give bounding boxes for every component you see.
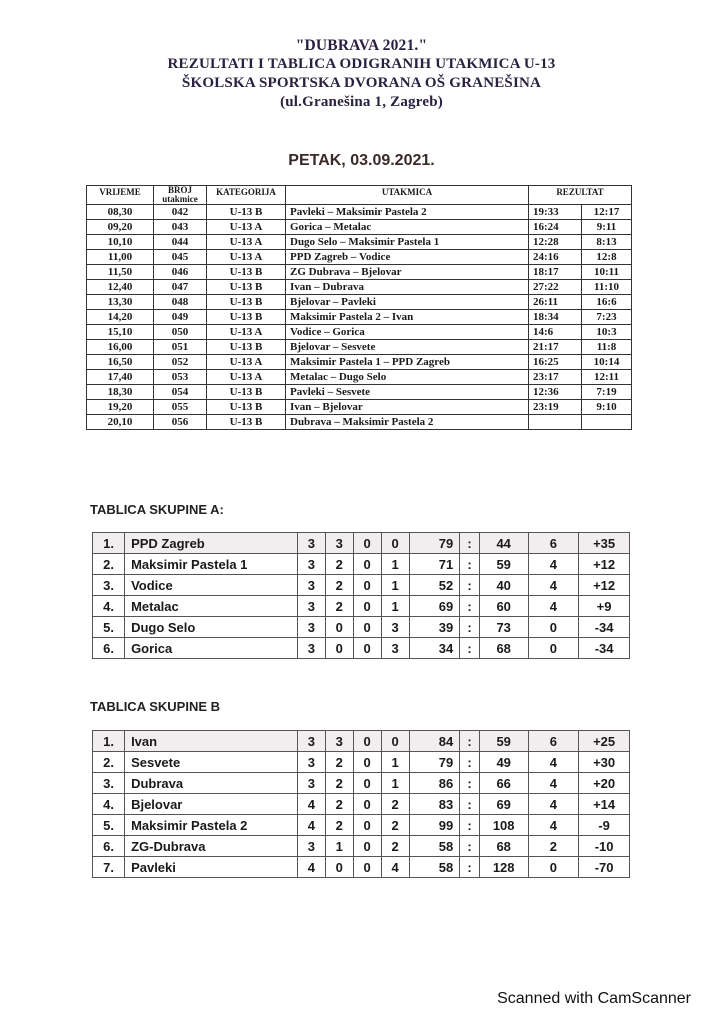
match-score: 23:17 — [529, 370, 582, 385]
draws: 0 — [353, 836, 381, 857]
match-time: 20,10 — [87, 415, 154, 430]
goal-difference: +9 — [579, 596, 630, 617]
team-position: 4. — [93, 596, 125, 617]
match-category: U-13 B — [207, 415, 286, 430]
goals-separator: : — [460, 533, 480, 554]
group-b-title: TABLICA SKUPINE B — [90, 699, 220, 714]
match-teams: Maksimir Pastela 1 – PPD Zagreb — [286, 355, 529, 370]
goals-for: 58 — [409, 857, 460, 878]
match-teams: Dugo Selo – Maksimir Pastela 1 — [286, 235, 529, 250]
group-a-body — [93, 533, 630, 659]
schedule-row — [87, 325, 632, 340]
team-name: Dugo Selo — [125, 617, 298, 638]
match-halftime-score: 11:10 — [582, 280, 632, 295]
group-b-body — [93, 731, 630, 878]
goals-separator: : — [460, 752, 480, 773]
goal-difference: -34 — [579, 638, 630, 659]
match-category: U-13 A — [207, 355, 286, 370]
match-number: 043 — [154, 220, 207, 235]
schedule-row — [87, 415, 632, 430]
points: 4 — [528, 752, 579, 773]
draws: 0 — [353, 554, 381, 575]
losses: 1 — [381, 596, 409, 617]
match-time: 09,20 — [87, 220, 154, 235]
match-score: 18:34 — [529, 310, 582, 325]
points: 6 — [528, 533, 579, 554]
goals-for: 34 — [409, 638, 460, 659]
goal-difference: +35 — [579, 533, 630, 554]
team-position: 5. — [93, 815, 125, 836]
match-halftime-score: 12:17 — [582, 205, 632, 220]
schedule-row — [87, 370, 632, 385]
wins: 2 — [325, 575, 353, 596]
games-played: 4 — [297, 857, 325, 878]
goals-against: 44 — [479, 533, 528, 554]
points: 2 — [528, 836, 579, 857]
goals-against: 69 — [479, 794, 528, 815]
goals-against: 68 — [479, 638, 528, 659]
goals-separator: : — [460, 554, 480, 575]
match-halftime-score: 10:3 — [582, 325, 632, 340]
team-name: Bjelovar — [125, 794, 298, 815]
match-score: 19:33 — [529, 205, 582, 220]
goals-for: 69 — [409, 596, 460, 617]
goals-against: 128 — [479, 857, 528, 878]
goals-separator: : — [460, 617, 480, 638]
wins: 1 — [325, 836, 353, 857]
standings-row — [93, 752, 630, 773]
match-number: 047 — [154, 280, 207, 295]
schedule-row — [87, 355, 632, 370]
team-name: Maksimir Pastela 1 — [125, 554, 298, 575]
team-position: 2. — [93, 752, 125, 773]
col-rezultat: REZULTAT — [529, 186, 632, 205]
games-played: 3 — [297, 533, 325, 554]
team-position: 1. — [93, 533, 125, 554]
team-position: 1. — [93, 731, 125, 752]
standings-row — [93, 794, 630, 815]
schedule-row — [87, 235, 632, 250]
match-category: U-13 B — [207, 310, 286, 325]
standings-row — [93, 731, 630, 752]
team-position: 7. — [93, 857, 125, 878]
goals-separator: : — [460, 731, 480, 752]
goals-separator: : — [460, 773, 480, 794]
match-number: 054 — [154, 385, 207, 400]
match-number: 050 — [154, 325, 207, 340]
match-time: 14,20 — [87, 310, 154, 325]
team-name: Gorica — [125, 638, 298, 659]
col-broj-sub: utakmice — [162, 194, 198, 204]
team-name: Metalac — [125, 596, 298, 617]
games-played: 4 — [297, 794, 325, 815]
points: 4 — [528, 596, 579, 617]
team-name: Dubrava — [125, 773, 298, 794]
schedule-row — [87, 250, 632, 265]
match-teams: Gorica – Metalac — [286, 220, 529, 235]
goals-for: 99 — [409, 815, 460, 836]
schedule-row — [87, 295, 632, 310]
match-teams: Bjelovar – Sesvete — [286, 340, 529, 355]
goals-against: 66 — [479, 773, 528, 794]
goal-difference: -34 — [579, 617, 630, 638]
match-teams: Ivan – Dubrava — [286, 280, 529, 295]
match-number: 052 — [154, 355, 207, 370]
goals-separator: : — [460, 815, 480, 836]
group-b-table — [92, 730, 630, 878]
goals-for: 83 — [409, 794, 460, 815]
match-score: 21:17 — [529, 340, 582, 355]
match-halftime-score: 10:14 — [582, 355, 632, 370]
standings-row — [93, 773, 630, 794]
draws: 0 — [353, 596, 381, 617]
games-played: 3 — [297, 596, 325, 617]
col-broj-label: BROJ — [167, 185, 192, 195]
points: 6 — [528, 731, 579, 752]
goal-difference: +20 — [579, 773, 630, 794]
match-halftime-score: 11:8 — [582, 340, 632, 355]
match-category: U-13 A — [207, 235, 286, 250]
col-vrijeme: VRIJEME — [87, 186, 154, 205]
goal-difference: -10 — [579, 836, 630, 857]
match-time: 12,40 — [87, 280, 154, 295]
goals-for: 58 — [409, 836, 460, 857]
goals-for: 39 — [409, 617, 460, 638]
wins: 2 — [325, 596, 353, 617]
draws: 0 — [353, 575, 381, 596]
col-kategorija: KATEGORIJA — [207, 186, 286, 205]
match-category: U-13 A — [207, 325, 286, 340]
match-score: 12:28 — [529, 235, 582, 250]
schedule-table — [86, 185, 632, 430]
match-teams: PPD Zagreb – Vodice — [286, 250, 529, 265]
goals-separator: : — [460, 596, 480, 617]
goals-separator: : — [460, 836, 480, 857]
match-teams: Maksimir Pastela 2 – Ivan — [286, 310, 529, 325]
standings-row — [93, 815, 630, 836]
goals-for: 71 — [409, 554, 460, 575]
match-time: 11,50 — [87, 265, 154, 280]
match-time: 10,10 — [87, 235, 154, 250]
match-time: 08,30 — [87, 205, 154, 220]
losses: 1 — [381, 752, 409, 773]
goal-difference: +12 — [579, 554, 630, 575]
match-halftime-score — [582, 415, 632, 430]
match-category: U-13 B — [207, 295, 286, 310]
team-name: PPD Zagreb — [125, 533, 298, 554]
goals-against: 60 — [479, 596, 528, 617]
games-played: 3 — [297, 836, 325, 857]
goal-difference: +25 — [579, 731, 630, 752]
match-category: U-13 B — [207, 280, 286, 295]
wins: 0 — [325, 638, 353, 659]
wins: 2 — [325, 554, 353, 575]
schedule-row — [87, 385, 632, 400]
schedule-row — [87, 220, 632, 235]
standings-row — [93, 638, 630, 659]
match-category: U-13 B — [207, 340, 286, 355]
draws: 0 — [353, 533, 381, 554]
draws: 0 — [353, 752, 381, 773]
match-teams: Metalac – Dugo Selo — [286, 370, 529, 385]
col-utakmica: UTAKMICA — [286, 186, 529, 205]
match-time: 17,40 — [87, 370, 154, 385]
schedule-row — [87, 205, 632, 220]
goals-for: 84 — [409, 731, 460, 752]
match-score: 14:6 — [529, 325, 582, 340]
goals-for: 86 — [409, 773, 460, 794]
match-score: 16:24 — [529, 220, 582, 235]
match-time: 16,50 — [87, 355, 154, 370]
games-played: 3 — [297, 752, 325, 773]
standings-row — [93, 857, 630, 878]
schedule-header-row — [87, 186, 632, 205]
match-score: 16:25 — [529, 355, 582, 370]
goal-difference: +14 — [579, 794, 630, 815]
schedule-row — [87, 340, 632, 355]
draws: 0 — [353, 815, 381, 836]
venue-address: (ul.Granešina 1, Zagreb) — [280, 94, 443, 110]
losses: 2 — [381, 794, 409, 815]
draws: 0 — [353, 617, 381, 638]
goal-difference: -9 — [579, 815, 630, 836]
match-time: 18,30 — [87, 385, 154, 400]
standings-row — [93, 575, 630, 596]
draws: 0 — [353, 638, 381, 659]
match-score: 23:19 — [529, 400, 582, 415]
match-score: 18:17 — [529, 265, 582, 280]
schedule-body — [87, 205, 632, 430]
goals-against: 49 — [479, 752, 528, 773]
draws: 0 — [353, 794, 381, 815]
match-category: U-13 B — [207, 265, 286, 280]
schedule-row — [87, 400, 632, 415]
draws: 0 — [353, 773, 381, 794]
match-category: U-13 B — [207, 385, 286, 400]
tournament-title: "DUBRAVA 2021." — [295, 37, 428, 54]
match-teams: Ivan – Bjelovar — [286, 400, 529, 415]
document-header — [0, 36, 723, 112]
match-number: 042 — [154, 205, 207, 220]
match-number: 045 — [154, 250, 207, 265]
points: 4 — [528, 554, 579, 575]
match-score: 24:16 — [529, 250, 582, 265]
goals-separator: : — [460, 794, 480, 815]
draws: 0 — [353, 857, 381, 878]
games-played: 3 — [297, 617, 325, 638]
goals-against: 73 — [479, 617, 528, 638]
match-teams: ZG Dubrava – Bjelovar — [286, 265, 529, 280]
losses: 3 — [381, 617, 409, 638]
group-a-title: TABLICA SKUPINE A: — [90, 502, 224, 517]
team-name: Sesvete — [125, 752, 298, 773]
match-score — [529, 415, 582, 430]
match-halftime-score: 10:11 — [582, 265, 632, 280]
goals-against: 108 — [479, 815, 528, 836]
schedule-row — [87, 310, 632, 325]
match-category: U-13 B — [207, 400, 286, 415]
match-halftime-score: 12:11 — [582, 370, 632, 385]
standings-row — [93, 836, 630, 857]
match-time: 11,00 — [87, 250, 154, 265]
points: 4 — [528, 794, 579, 815]
match-category: U-13 B — [207, 205, 286, 220]
match-teams: Pavleki – Maksimir Pastela 2 — [286, 205, 529, 220]
venue-name: ŠKOLSKA SPORTSKA DVORANA OŠ GRANEŠINA — [181, 75, 542, 91]
goals-against: 40 — [479, 575, 528, 596]
team-position: 4. — [93, 794, 125, 815]
goals-separator: : — [460, 857, 480, 878]
points: 4 — [528, 815, 579, 836]
losses: 0 — [381, 533, 409, 554]
match-halftime-score: 9:10 — [582, 400, 632, 415]
goals-against: 59 — [479, 554, 528, 575]
wins: 0 — [325, 617, 353, 638]
losses: 1 — [381, 773, 409, 794]
match-time: 16,00 — [87, 340, 154, 355]
match-halftime-score: 7:23 — [582, 310, 632, 325]
match-category: U-13 A — [207, 220, 286, 235]
match-score: 27:22 — [529, 280, 582, 295]
team-position: 6. — [93, 836, 125, 857]
games-played: 3 — [297, 554, 325, 575]
losses: 2 — [381, 815, 409, 836]
match-number: 049 — [154, 310, 207, 325]
goals-for: 79 — [409, 533, 460, 554]
games-played: 4 — [297, 815, 325, 836]
goals-against: 59 — [479, 731, 528, 752]
standings-row — [93, 554, 630, 575]
team-position: 2. — [93, 554, 125, 575]
games-played: 3 — [297, 638, 325, 659]
wins: 2 — [325, 773, 353, 794]
team-position: 6. — [93, 638, 125, 659]
wins: 2 — [325, 794, 353, 815]
wins: 0 — [325, 857, 353, 878]
losses: 0 — [381, 731, 409, 752]
team-position: 3. — [93, 773, 125, 794]
goals-separator: : — [460, 575, 480, 596]
games-played: 3 — [297, 773, 325, 794]
team-name: Ivan — [125, 731, 298, 752]
team-position: 3. — [93, 575, 125, 596]
standings-row — [93, 617, 630, 638]
standings-row — [93, 533, 630, 554]
wins: 2 — [325, 815, 353, 836]
games-played: 3 — [297, 731, 325, 752]
losses: 3 — [381, 638, 409, 659]
team-name: Pavleki — [125, 857, 298, 878]
match-time: 15,10 — [87, 325, 154, 340]
match-category: U-13 A — [207, 250, 286, 265]
match-number: 056 — [154, 415, 207, 430]
team-name: ZG-Dubrava — [125, 836, 298, 857]
match-halftime-score: 8:13 — [582, 235, 632, 250]
wins: 3 — [325, 731, 353, 752]
games-played: 3 — [297, 575, 325, 596]
schedule-row — [87, 280, 632, 295]
wins: 2 — [325, 752, 353, 773]
match-teams: Pavleki – Sesvete — [286, 385, 529, 400]
points: 0 — [528, 857, 579, 878]
results-heading: REZULTATI I TABLICA ODIGRANIH UTAKMICA U-13 — [167, 56, 556, 72]
match-teams: Vodice – Gorica — [286, 325, 529, 340]
losses: 2 — [381, 836, 409, 857]
col-broj — [154, 186, 207, 205]
match-score: 12:36 — [529, 385, 582, 400]
points: 0 — [528, 617, 579, 638]
points: 4 — [528, 773, 579, 794]
match-category: U-13 A — [207, 370, 286, 385]
match-teams: Dubrava – Maksimir Pastela 2 — [286, 415, 529, 430]
goals-against: 68 — [479, 836, 528, 857]
goal-difference: +12 — [579, 575, 630, 596]
scanner-watermark: Scanned with CamScanner — [497, 990, 691, 1007]
team-name: Maksimir Pastela 2 — [125, 815, 298, 836]
group-a-table — [92, 532, 630, 659]
standings-row — [93, 596, 630, 617]
losses: 4 — [381, 857, 409, 878]
match-score: 26:11 — [529, 295, 582, 310]
match-halftime-score: 12:8 — [582, 250, 632, 265]
wins: 3 — [325, 533, 353, 554]
points: 0 — [528, 638, 579, 659]
match-halftime-score: 7:19 — [582, 385, 632, 400]
match-teams: Bjelovar – Pavleki — [286, 295, 529, 310]
match-halftime-score: 16:6 — [582, 295, 632, 310]
match-time: 13,30 — [87, 295, 154, 310]
schedule-row — [87, 265, 632, 280]
match-number: 055 — [154, 400, 207, 415]
match-number: 044 — [154, 235, 207, 250]
draws: 0 — [353, 731, 381, 752]
goals-separator: : — [460, 638, 480, 659]
match-number: 046 — [154, 265, 207, 280]
match-time: 19,20 — [87, 400, 154, 415]
losses: 1 — [381, 575, 409, 596]
team-position: 5. — [93, 617, 125, 638]
goal-difference: -70 — [579, 857, 630, 878]
goals-for: 79 — [409, 752, 460, 773]
points: 4 — [528, 575, 579, 596]
losses: 1 — [381, 554, 409, 575]
match-number: 053 — [154, 370, 207, 385]
match-date: PETAK, 03.09.2021. — [288, 152, 435, 169]
team-name: Vodice — [125, 575, 298, 596]
match-halftime-score: 9:11 — [582, 220, 632, 235]
match-number: 051 — [154, 340, 207, 355]
match-number: 048 — [154, 295, 207, 310]
goals-for: 52 — [409, 575, 460, 596]
goal-difference: +30 — [579, 752, 630, 773]
